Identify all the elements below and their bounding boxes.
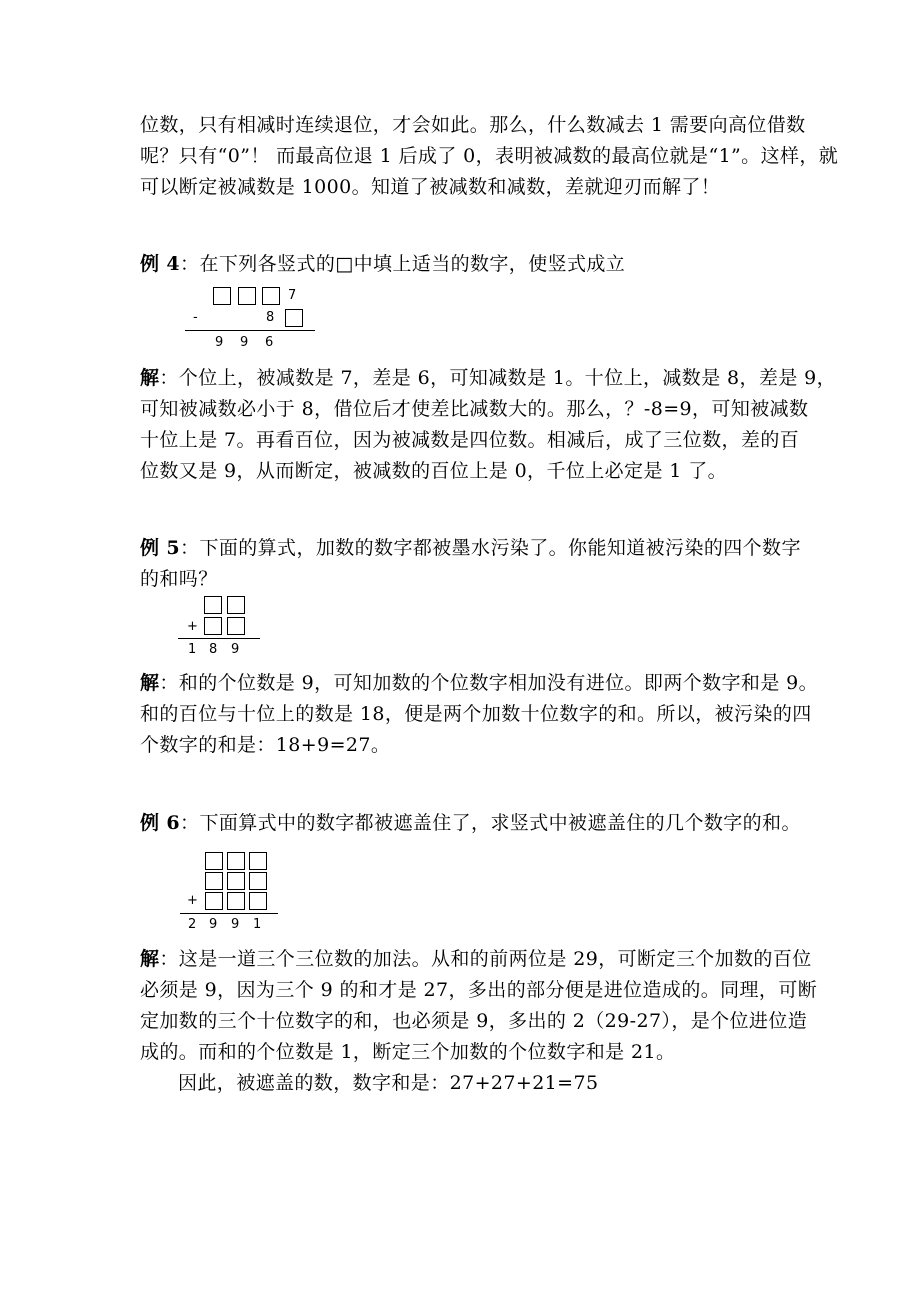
plus-sign: + [187, 893, 198, 908]
text-line: 可知被减数必小于 8，借位后才使差比减数大的。那么，？-8=9，可知被减数 [140, 398, 809, 420]
digit: 9 [215, 335, 224, 350]
digit: 6 [265, 335, 274, 350]
text-line: 可以断定被减数是 1000。知道了被减数和减数，差就迎刃而解了！ [140, 176, 721, 198]
addition-figure [180, 852, 280, 934]
blank-box [249, 872, 267, 890]
digit: 9 [209, 917, 218, 932]
blank-box [249, 892, 267, 910]
text-line: 十位上是 7。再看百位，因为被减数是四位数。相减后，成了三位数，差的百 [140, 429, 800, 451]
question-text: ：下面算式中的数字都被遮盖住了，求竖式中被遮盖住的几个数字的和。 [180, 812, 801, 834]
digit: 9 [240, 335, 249, 350]
text-line: 的和吗？ [140, 568, 218, 590]
blank-box [238, 287, 256, 305]
blank-box [249, 852, 267, 870]
example-5-solution [140, 670, 818, 696]
text-line: 必须是 9，因为三个 9 的和才是 27，多出的部分便是进位造成的。同理，可断 [140, 979, 818, 1001]
digit: 1 [253, 917, 262, 932]
example-label: 例 5 [140, 537, 181, 559]
digit: 9 [231, 917, 240, 932]
example-6-solution [140, 946, 812, 972]
equals-rule [178, 638, 260, 639]
example-4-solution [140, 365, 836, 391]
conclusion-line: 因此，被遮盖的数，数字和是：27+27+21=75 [178, 1072, 599, 1094]
plus-sign: + [187, 619, 198, 634]
blank-box [227, 617, 245, 635]
addition-figure [178, 596, 262, 660]
solution-label: 解 [140, 367, 160, 389]
text-line: 成的。而和的个位数是 1，断定三个加数的个位数字和是 21。 [140, 1041, 676, 1063]
blank-box [204, 617, 222, 635]
example-5-question [140, 535, 801, 561]
digit: 8 [266, 310, 275, 325]
blank-box [227, 892, 245, 910]
example-label: 例 4 [140, 253, 181, 275]
blank-box [227, 852, 245, 870]
blank-box [227, 596, 245, 614]
blank-box [262, 287, 280, 305]
blank-box [204, 596, 222, 614]
solution-text: ：这是一道三个三位数的加法。从和的前两位是 29，可断定三个加数的百位 [159, 948, 812, 970]
text-line: 定加数的三个十位数字的和，也必须是 9，多出的 2（29-27），是个位进位造 [140, 1010, 808, 1032]
blank-box [205, 892, 223, 910]
equals-rule [185, 330, 315, 331]
digit: 9 [231, 642, 240, 657]
question-text: ：下面的算式，加数的数字都被墨水污染了。你能知道被污染的四个数字 [180, 537, 801, 559]
subtraction-figure [185, 285, 317, 355]
digit: 7 [288, 288, 297, 303]
solution-label: 解 [140, 948, 160, 970]
digit: 2 [188, 917, 197, 932]
question-text: ：在下列各竖式的□中填上适当的数字，使竖式成立 [180, 253, 626, 275]
blank-box [227, 872, 245, 890]
digit: 1 [188, 642, 197, 657]
solution-label: 解 [140, 672, 160, 694]
blank-box [285, 309, 303, 327]
solution-text: ：个位上，被减数是 7，差是 6，可知减数是 1。十位上，减数是 8，差是 9， [159, 367, 837, 389]
text-line: 和的百位与十位上的数是 18，便是两个加数十位数字的和。所以，被污染的四 [140, 703, 812, 725]
blank-box [205, 872, 223, 890]
example-label: 例 6 [140, 812, 181, 834]
blank-box [213, 287, 231, 305]
example-4-question [140, 251, 625, 277]
blank-box [205, 852, 223, 870]
equals-rule [180, 913, 278, 914]
example-6-question [140, 810, 801, 836]
text-line: 个数字的和是：18+9=27。 [140, 734, 391, 756]
solution-text: ：和的个位数是 9，可知加数的个位数字相加没有进位。即两个数字和是 9。 [159, 672, 819, 694]
text-line: 位数又是 9，从而断定，被减数的百位上是 0，千位上必定是 1 了。 [140, 460, 728, 482]
digit: 8 [209, 642, 218, 657]
text-line: 呢？只有“0”！ 而最高位退 1 后成了 0，表明被减数的最高位就是“1”。这样，就 [140, 145, 839, 167]
text-line: 位数，只有相减时连续退位，才会如此。那么，什么数减去 1 需要向高位借数 [140, 114, 806, 136]
minus-sign: - [193, 310, 198, 325]
